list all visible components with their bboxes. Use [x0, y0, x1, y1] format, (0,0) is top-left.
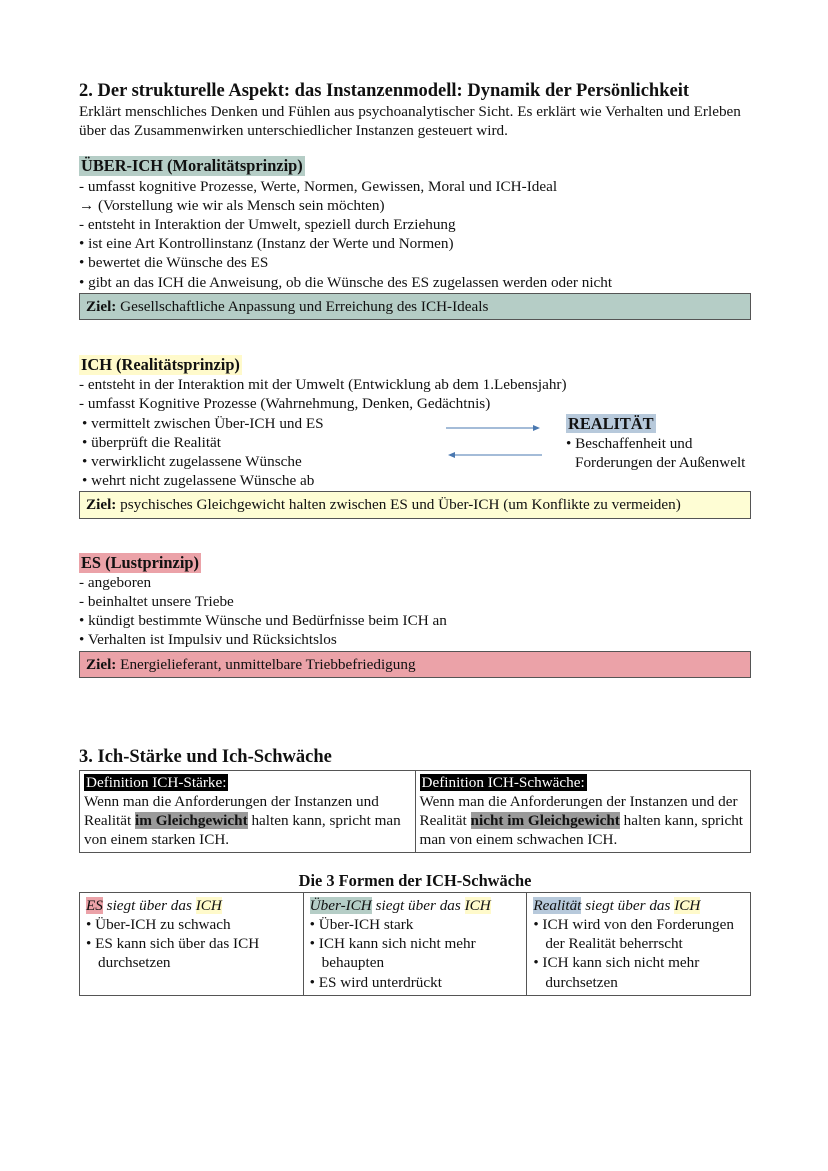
forms-table	[79, 892, 751, 996]
document-page	[79, 80, 751, 996]
list-item: - angeboren	[79, 573, 152, 591]
ueberich-goal-box	[79, 293, 751, 320]
form-realitaet-cell	[527, 892, 751, 995]
list-item: • ICH wird von den Forderungen der Realität beherrscht	[533, 915, 734, 953]
list-item: • ES wird unterdrückt	[309, 973, 442, 991]
definition-schwaeche-cell	[415, 770, 751, 852]
list-item: • Verhalten ist Impulsiv und Rücksichtslos	[79, 631, 337, 649]
section-2-intro: Erklärt menschliches Denken und Fühlen aus psychoanalytischer Sicht. Es erklärt wie Verhalten und Erleben über das Zusammenwirken unterschiedlicher Instanzen gesteuert wird.	[79, 103, 741, 140]
ich-block	[79, 355, 751, 519]
realitaet-item: • Beschaffenheit und	[566, 434, 693, 452]
exchange-arrows-icon	[444, 418, 544, 468]
list-item: - umfasst Kognitive Prozesse (Wahrnehmung, Denken, Gedächtnis)	[79, 395, 491, 413]
ich-heading: ICH (Realitätsprinzip)	[81, 355, 240, 375]
form-object: ICH	[674, 896, 701, 914]
definition-highlight: nicht im Gleichgewicht	[470, 812, 620, 830]
section-3-title: 3. Ich-Stärke und Ich-Schwäche	[79, 746, 332, 767]
list-item: • wehrt nicht zugelassene Wünsche ab	[82, 472, 315, 490]
goal-text: Gesellschaftliche Anpassung und Erreichung des ICH-Ideals	[116, 297, 489, 315]
list-item: • gibt an das ICH die Anweisung, ob die Wünsche des ES zugelassen werden oder nicht	[79, 273, 613, 291]
ich-goal-box	[79, 491, 751, 518]
forms-title: Die 3 Formen der ICH-Schwäche	[298, 870, 532, 890]
ueberich-list	[79, 177, 751, 292]
definition-staerke-label: Definition ICH-Stärke:	[86, 773, 227, 791]
definition-text: halten kann, spricht man von einem starken ICH.	[84, 812, 401, 849]
form-title	[310, 896, 521, 915]
list-item: • bewertet die Wünsche des ES	[79, 254, 269, 272]
goal-label: Ziel:	[86, 297, 117, 315]
list-item: - entsteht in der Interaktion mit der Umwelt (Entwicklung ab dem 1.Lebensjahr)	[79, 376, 567, 394]
goal-label: Ziel:	[86, 496, 117, 514]
list-item: • überprüft die Realität	[82, 433, 222, 451]
list-item: • ICH kann sich nicht mehr durchsetzen	[533, 954, 700, 991]
ueberich-block	[79, 156, 751, 320]
goal-label: Ziel:	[86, 655, 117, 673]
es-block	[79, 553, 751, 678]
ich-list-top	[79, 375, 751, 413]
definition-schwaeche-label: Definition ICH-Schwäche:	[421, 773, 585, 791]
list-item: • Über-ICH stark	[309, 915, 414, 933]
form-object: ICH	[195, 896, 222, 914]
list-item: • kündigt bestimmte Wünsche und Bedürfnisse beim ICH an	[79, 612, 447, 630]
definition-text: halten kann, spricht man von einem schwachen ICH.	[419, 812, 744, 849]
definition-text: Wenn man die Anforderungen der Instanzen und Realität	[84, 793, 379, 830]
list-item: - entsteht in Interaktion der Umwelt, speziell durch Erziehung	[79, 216, 456, 234]
definition-text: Wenn man die Anforderungen der Instanzen und der Realität	[419, 793, 738, 830]
ich-realitaet-row	[79, 414, 751, 491]
list-item: • vermittelt zwischen Über-ICH und ES	[82, 414, 324, 432]
section-3	[79, 746, 751, 996]
realitaet-title: REALITÄT	[568, 413, 654, 433]
form-middle: siegt über das	[581, 896, 675, 914]
section-2-title: 2. Der strukturelle Aspekt: das Instanzenmodell: Dynamik der Persönlichkeit	[79, 81, 689, 101]
definitions-table	[79, 770, 751, 853]
form-subject: ES	[86, 896, 103, 914]
form-title	[86, 896, 297, 915]
form-middle: siegt über das	[371, 896, 465, 914]
list-item: • ES kann sich über das ICH durchsetzen	[86, 935, 260, 972]
form-middle: siegt über das	[102, 896, 196, 914]
list-item: - umfasst kognitive Prozesse, Werte, Normen, Gewissen, Moral und ICH-Ideal	[79, 177, 558, 195]
list-item: - beinhaltet unsere Triebe	[79, 593, 234, 611]
form-title	[533, 896, 744, 915]
realitaet-item: Forderungen der Außenwelt	[575, 454, 746, 472]
list-item: • verwirklicht zugelassene Wünsche	[82, 453, 302, 471]
list-item: • ICH kann sich nicht mehr behaupten	[309, 935, 476, 972]
goal-text: Energielieferant, unmittelbare Triebbefriedigung	[116, 655, 416, 673]
ueberich-heading: ÜBER-ICH (Moralitätsprinzip)	[81, 156, 303, 176]
form-object: ICH	[464, 896, 491, 914]
es-list	[79, 573, 751, 650]
list-item: → (Vorstellung wie wir als Mensch sein möchten)	[79, 196, 385, 214]
form-ueberich-cell	[303, 892, 527, 995]
form-subject: Über-ICH	[309, 896, 372, 914]
es-heading: ES (Lustprinzip)	[81, 552, 199, 572]
definition-staerke-cell	[80, 770, 416, 852]
definition-highlight: im Gleichgewicht	[135, 812, 248, 830]
list-item: • Über-ICH zu schwach	[86, 915, 231, 933]
form-es-cell	[80, 892, 304, 995]
list-item: • ist eine Art Kontrollinstanz (Instanz der Werte und Normen)	[79, 235, 454, 253]
es-goal-box	[79, 651, 751, 678]
realitaet-box	[566, 414, 766, 473]
goal-text: psychisches Gleichgewicht halten zwischen ES und Über-ICH (um Konflikte zu vermeiden)	[116, 496, 681, 514]
form-subject: Realität	[533, 896, 582, 914]
